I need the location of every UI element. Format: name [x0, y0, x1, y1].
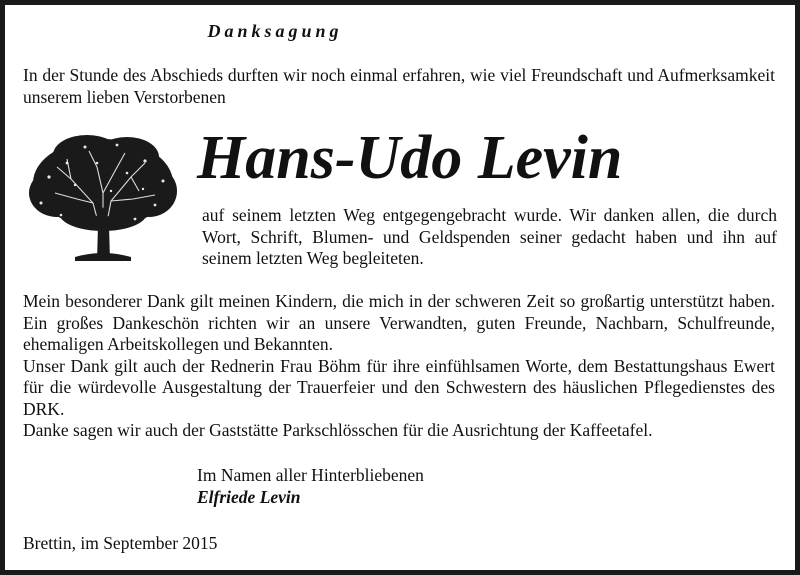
intro-text: In der Stunde des Abschieds durften wir noch einmal erfahren, wie viel Freundschaft und Aufmerksamkeit unserem lieben Verstorbenen [23, 65, 775, 107]
main-text [23, 291, 775, 442]
closing-line: Im Namen aller Hinterbliebenen [197, 465, 424, 485]
paragraph: Mein besonderer Dank gilt meinen Kindern, die mich in der schweren Zeit so großartig unterstützt haben. Ein großes Dankeschön richten wir an unsere Verwandten, guten Freunde, Nachbarn, Schulfreunde, ehemaligen Arbeitskollegen und Bekannten. [23, 291, 775, 354]
place-date: Brettin, im September 2015 [23, 533, 218, 553]
deceased-name: Hans-Udo Levin [197, 124, 623, 192]
signature: Elfriede Levin [197, 487, 301, 507]
obituary-notice [5, 5, 795, 570]
paragraph: Unser Dank gilt auch der Rednerin Frau Böhm für ihre einfühlsamen Worte, dem Bestattungshaus Ewert für die würdevolle Ausgestaltung der Trauerfeier und den Schwestern des häuslichen Pflegedienstes des DRK. [23, 355, 775, 419]
tree-icon [27, 133, 179, 261]
notice-heading: Danksagung [207, 21, 343, 41]
thanks-text: auf seinem letzten Weg entgegengebracht wurde. Wir danken allen, die durch Wort, Schrift, Blumen- und Geldspenden seiner gedacht haben und ihn auf seinem letzten Weg begleiteten. [202, 205, 777, 268]
paragraph: Danke sagen wir auch der Gaststätte Parkschlösschen für die Ausrichtung der Kaffeetafel. [23, 420, 653, 440]
